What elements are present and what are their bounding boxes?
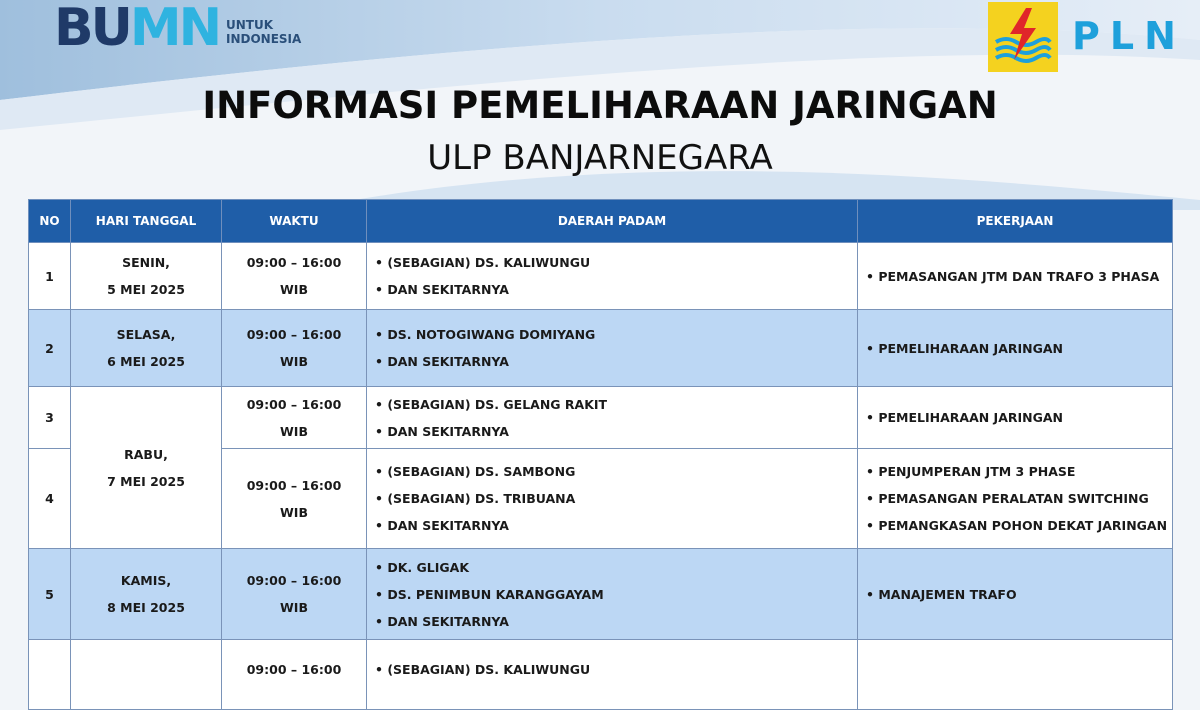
- work-item: • MANAJEMEN TRAFO: [866, 581, 1164, 608]
- pln-wordmark: PLN: [1072, 14, 1186, 58]
- work-item: • PEMANGKASAN POHON DEKAT JARINGAN: [866, 512, 1164, 539]
- work-item: • PEMELIHARAAN JARINGAN: [866, 404, 1164, 431]
- row-work: [858, 310, 1173, 387]
- area-item: • DAN SEKITARNYA: [375, 348, 849, 375]
- area-item: • DAN SEKITARNYA: [375, 418, 849, 445]
- area-item: • (SEBAGIAN) DS. KALIWUNGU: [375, 249, 849, 276]
- row-time: 09:00 – 16:00 WIB: [222, 549, 367, 640]
- area-item: • (SEBAGIAN) DS. TRIBUANA: [375, 485, 849, 512]
- area-item: • (SEBAGIAN) DS. SAMBONG: [375, 458, 849, 485]
- row-date: SENIN, 5 MEI 2025: [71, 243, 222, 310]
- row-date: RABU, 7 MEI 2025: [71, 387, 222, 549]
- row-area: [367, 310, 858, 387]
- bumn-tagline: UNTUK INDONESIA: [226, 18, 302, 46]
- area-item: • DS. NOTOGIWANG DOMIYANG: [375, 321, 849, 348]
- row-date: KAMIS, 8 MEI 2025: [71, 549, 222, 640]
- row-number: 4: [29, 449, 71, 549]
- column-header-date: HARI TANGGAL: [71, 200, 222, 243]
- column-header-area: DAERAH PADAM: [367, 200, 858, 243]
- row-date: SELASA, 6 MEI 2025: [71, 310, 222, 387]
- page-subtitle: ULP BANJARNEGARA: [427, 138, 773, 178]
- row-area: [367, 243, 858, 310]
- row-number: 1: [29, 243, 71, 310]
- area-item: • DAN SEKITARNYA: [375, 512, 849, 539]
- row-number: 5: [29, 549, 71, 640]
- bumn-logo: [54, 0, 324, 58]
- work-item: • PEMELIHARAAN JARINGAN: [866, 335, 1164, 362]
- header: [0, 0, 1200, 200]
- table-row: [29, 243, 1173, 310]
- page-title: INFORMASI PEMELIHARAAN JARINGAN: [202, 84, 998, 127]
- row-work: [858, 449, 1173, 549]
- column-header-no: NO: [29, 200, 71, 243]
- area-item: • DAN SEKITARNYA: [375, 608, 849, 635]
- pln-lightning-icon: [988, 2, 1058, 72]
- row-area: [367, 449, 858, 549]
- row-area: [367, 387, 858, 449]
- table-row: [29, 310, 1173, 387]
- row-time: 09:00 – 16:00: [222, 640, 367, 710]
- work-item: • PENJUMPERAN JTM 3 PHASE: [866, 458, 1164, 485]
- row-work: [858, 243, 1173, 310]
- table-header-row: [29, 200, 1173, 243]
- pln-logo: [988, 2, 1193, 74]
- maintenance-table: [28, 199, 1172, 710]
- area-item: • DAN SEKITARNYA: [375, 276, 849, 303]
- area-item: • (SEBAGIAN) DS. GELANG RAKIT: [375, 391, 849, 418]
- area-item: • DS. PENIMBUN KARANGGAYAM: [375, 581, 849, 608]
- bumn-wordmark: BUMN: [54, 0, 220, 58]
- work-item: • PEMASANGAN JTM DAN TRAFO 3 PHASA: [866, 263, 1164, 290]
- area-item: • DK. GLIGAK: [375, 554, 849, 581]
- table-row: [29, 549, 1173, 640]
- work-item: • PEMASANGAN PERALATAN SWITCHING: [866, 485, 1164, 512]
- column-header-time: WAKTU: [222, 200, 367, 243]
- column-header-work: PEKERJAAN: [858, 200, 1173, 243]
- row-work: [858, 549, 1173, 640]
- row-time: 09:00 – 16:00 WIB: [222, 243, 367, 310]
- row-time: 09:00 – 16:00 WIB: [222, 449, 367, 549]
- row-number: 3: [29, 387, 71, 449]
- row-time: 09:00 – 16:00 WIB: [222, 310, 367, 387]
- row-number: 2: [29, 310, 71, 387]
- row-work: [858, 387, 1173, 449]
- area-item: • (SEBAGIAN) DS. KALIWUNGU: [375, 656, 849, 683]
- row-time: 09:00 – 16:00 WIB: [222, 387, 367, 449]
- table-row: [29, 387, 1173, 449]
- row-area: [367, 549, 858, 640]
